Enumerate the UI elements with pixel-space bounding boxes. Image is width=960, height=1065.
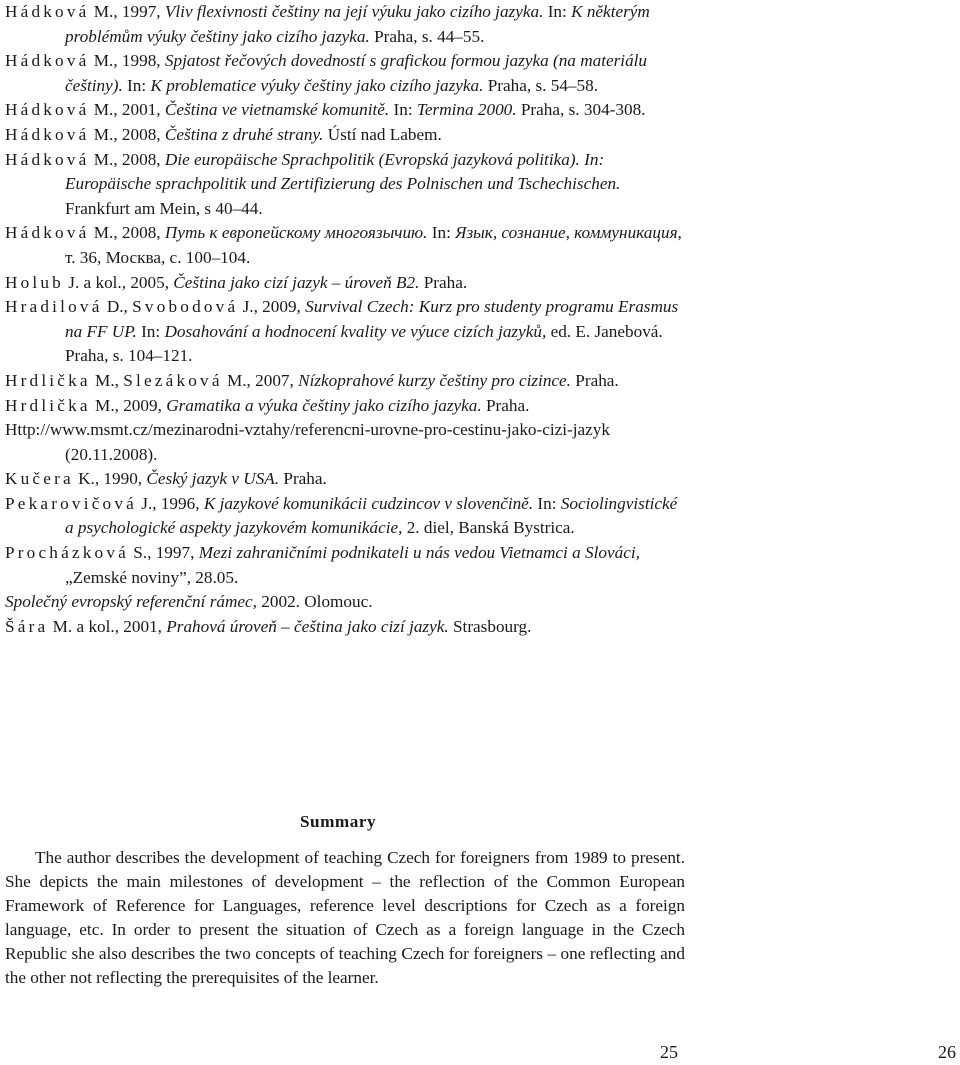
- work-title: Язык, сознание, коммуникация,: [455, 223, 682, 243]
- reference-entry: [5, 98, 685, 123]
- reference-entry: [5, 221, 685, 270]
- reference-text: Praha.: [419, 272, 468, 292]
- work-title: Survival Czech: Kurz pro studenty programu Erasmus na FF UP.: [65, 297, 679, 341]
- reference-text: Http://www.msmt.cz/mezinarodni-vztahy/referencni-urovne-pro-cestinu-jako-cizi-jazyk (20.11.2008).: [5, 420, 610, 464]
- reference-text: In:: [122, 75, 151, 95]
- reference-text: M., 2008,: [89, 223, 165, 243]
- author-name: Slezáková: [123, 370, 223, 390]
- reference-text: M., 2009,: [90, 395, 167, 415]
- author-name: Svobodová: [132, 297, 239, 317]
- reference-text: In:: [136, 321, 165, 341]
- author-name: Kučera: [5, 469, 74, 489]
- reference-text: M., 2001,: [89, 100, 165, 120]
- work-title: Gramatika a výuka češtiny jako cizího jazyka.: [166, 395, 482, 415]
- reference-text: Praha.: [279, 469, 327, 489]
- author-name: Hrdlička: [5, 370, 91, 390]
- reference-entry: [5, 148, 685, 222]
- reference-text: Praha.: [481, 395, 530, 415]
- work-title: Spjatost řečových dovedností s grafickou formou jazyka (na materiálu češtiny).: [65, 51, 648, 95]
- reference-text: Frankfurt am Mein, s 40–44.: [65, 198, 263, 218]
- work-title: Путь к европейскому многоязычию.: [164, 223, 428, 243]
- reference-text: In:: [533, 493, 561, 513]
- reference-text: M., 1998,: [89, 51, 165, 71]
- page-number-right: 26: [938, 1042, 956, 1062]
- reference-text: J., 2009,: [238, 297, 306, 317]
- work-title: Čeština jako cizí jazyk – úroveň B2.: [173, 272, 420, 292]
- work-title: Dosahování a hodnocení kvality ve výuce cizích jazyků,: [164, 321, 547, 341]
- reference-text: In:: [427, 223, 456, 243]
- reference-entry: [5, 369, 685, 394]
- reference-entry: [5, 394, 685, 419]
- author-name: Hádková: [5, 124, 90, 144]
- reference-entry: [5, 541, 685, 590]
- work-title: Prahová úroveň – čeština jako cizí jazyk.: [166, 616, 449, 636]
- reference-entry: [5, 492, 685, 541]
- author-name: Hrdlička: [5, 395, 91, 415]
- author-name: Hádková: [5, 2, 90, 21]
- reference-text: Praha.: [570, 370, 619, 390]
- work-title: Čeština ve vietnamské komunitě.: [164, 100, 390, 120]
- work-title: Čeština z druhé strany.: [164, 124, 324, 144]
- reference-entry: [5, 0, 685, 49]
- work-title: Die europäische Sprachpolitik (Evropská jazyková politika).: [164, 149, 580, 169]
- reference-text: D.,: [102, 297, 133, 317]
- reference-text: Praha, s. 304-308.: [516, 100, 646, 120]
- reference-text: M., 2008,: [89, 124, 165, 144]
- reference-entry: [5, 418, 685, 467]
- reference-text: M., 2007,: [222, 370, 299, 390]
- reference-entry: [5, 615, 685, 640]
- page-number-left: 25: [660, 1042, 678, 1062]
- work-title: In: Europäische sprachpolitik und Zertifizierung des Polnischen und Tschechischen.: [65, 149, 621, 194]
- author-name: Hádková: [5, 51, 90, 71]
- reference-text: Strasbourg.: [448, 616, 532, 636]
- work-title: Český jazyk v USA.: [146, 469, 280, 489]
- reference-text: 2002. Olomouc.: [256, 592, 373, 612]
- author-name: Hádková: [5, 149, 90, 169]
- work-title: K jazykové komunikácii cudzincov v slovenčině.: [203, 493, 534, 513]
- reference-text: „Zemské noviny”, 28.05.: [65, 567, 239, 587]
- reference-text: J. a kol., 2005,: [63, 272, 174, 292]
- reference-text: M. a kol., 2001,: [48, 616, 167, 636]
- work-title: Nízkoprahové kurzy češtiny pro cizince.: [298, 370, 571, 390]
- reference-text: In:: [389, 100, 417, 120]
- reference-text: ed. E. Janebová. Praha, s. 104–121.: [65, 321, 663, 366]
- reference-entry: [5, 123, 685, 148]
- reference-text: т. 36, Москва, с. 100–104.: [65, 247, 251, 267]
- author-name: Hádková: [5, 100, 90, 120]
- reference-text: Ústí nad Labem.: [323, 124, 442, 144]
- author-name: Holub: [5, 272, 64, 292]
- work-title: Termina 2000.: [416, 100, 517, 120]
- reference-text: 2. diel, Banská Bystrica.: [402, 518, 575, 538]
- reference-text: M., 2008,: [89, 149, 165, 169]
- reference-text: K., 1990,: [73, 469, 147, 489]
- reference-list: [5, 0, 685, 639]
- author-name: Šára: [5, 616, 49, 636]
- work-title: Vliv flexivnosti češtiny na její výuku jako cizího jazyka.: [164, 2, 544, 21]
- reference-text: Praha, s. 44–55.: [369, 26, 485, 46]
- summary-text: The author describes the development of teaching Czech for foreigners from 1989 to present. She depicts the main milestones of development – the reflection of the Common European Framework of Reference for Languages, reference level descriptions for Czech as a foreign language, etc. In order to present the situation of Czech as a foreign language in the Czech Republic she also describes the two concepts of teaching Czech for foreigners – one reflecting and the other not reflecting the prerequisites of the learner.: [5, 848, 685, 988]
- reference-entry: [5, 295, 685, 369]
- reference-text: M., 1997,: [89, 2, 165, 21]
- reference-text: Praha, s. 54–58.: [483, 75, 598, 95]
- author-name: Hradilová: [5, 297, 103, 317]
- reference-entry: [5, 271, 685, 296]
- work-title: K problematice výuky češtiny jako cizího jazyka.: [150, 75, 484, 95]
- reference-text: J., 1996,: [136, 493, 204, 513]
- summary-heading: Summary: [300, 812, 377, 831]
- work-title: Společný evropský referenční rámec,: [5, 592, 257, 612]
- work-title: K některým problémům výuky češtiny jako cizího jazyka.: [65, 2, 650, 46]
- reference-entry: [5, 590, 685, 615]
- author-name: Pekarovičová: [5, 493, 137, 513]
- reference-text: In:: [543, 2, 572, 21]
- reference-text: S., 1997,: [128, 543, 199, 563]
- reference-text: M.,: [90, 370, 124, 390]
- reference-entry: [5, 467, 685, 492]
- work-title: Sociolingvistické a psychologické aspekty jazykovém komunikácie,: [65, 493, 678, 538]
- author-name: Hádková: [5, 223, 90, 243]
- author-name: Procházková: [5, 543, 129, 563]
- work-title: Mezi zahraničními podnikateli u nás vedou Vietnamci a Slováci,: [198, 543, 640, 563]
- reference-entry: [5, 49, 685, 98]
